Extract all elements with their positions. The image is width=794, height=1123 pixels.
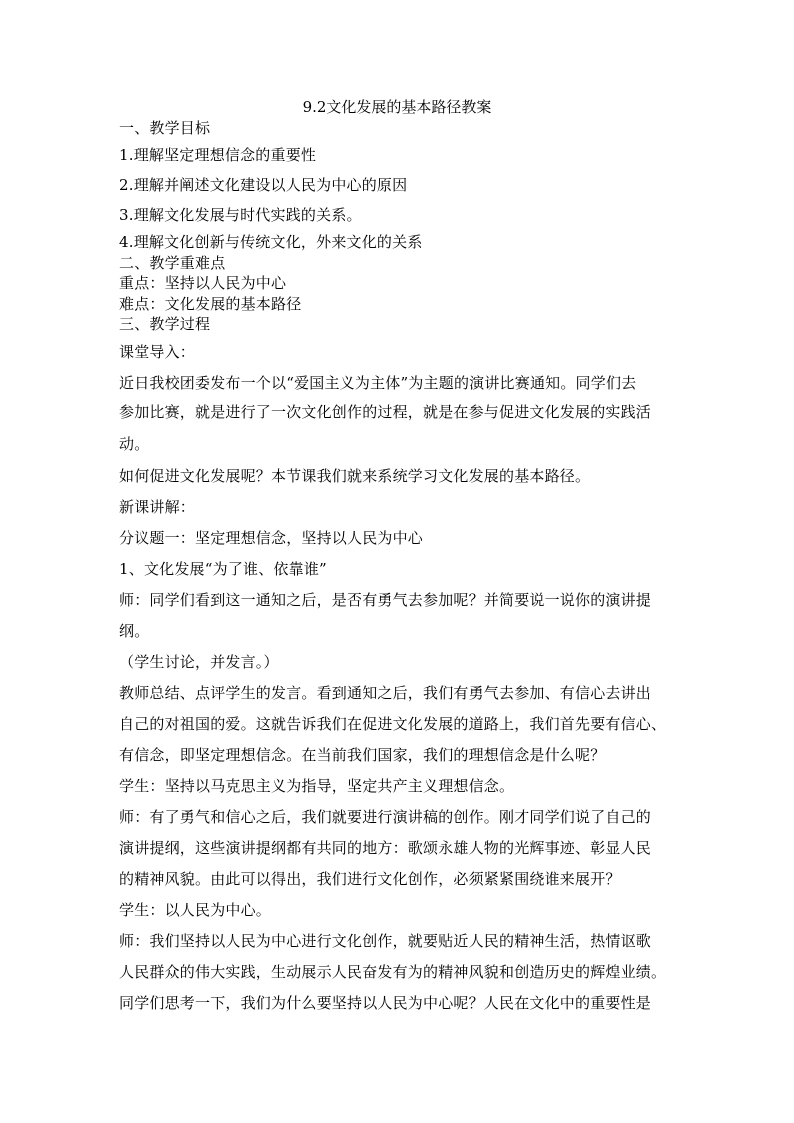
paragraph-line: 学生：坚持以马克思主义为指导，坚定共产主义理想信念。 [119,777,515,795]
paragraph-line: 同学们思考一下，我们为什么要坚持以人民为中心呢？人民在文化中的重要性是 [119,994,652,1012]
paragraph-line: 有信念，即坚定理想信念。在当前我们国家，我们的理想信念是什么呢？ [119,746,606,764]
paragraph-line: 的精神风貌。由此可以得出，我们进行文化创作，必须紧紧围绕谁来展开？ [119,870,621,888]
paragraph-line: 师：我们坚持以人民为中心进行文化创作，就要贴近人民的精神生活，热情讴歌 [119,932,652,950]
objective-item: 3.理解文化发展与时代实践的关系。 [119,206,362,224]
paragraph-line: 演讲提纲，这些演讲提纲都有共同的地方：歌颂永雄人物的光辉事迹、彰显人民 [119,839,652,857]
paragraph-line: 自己的对祖国的爱。这就告诉我们在促进文化发展的道路上，我们首先要有信心、 [119,715,667,733]
objective-item: 1.理解坚定理想信念的重要性 [119,146,317,164]
paragraph-line: 分议题一：坚定理想信念，坚持以人民为中心 [119,529,424,547]
paragraph-line: 教师总结、点评学生的发言。看到通知之后，我们有勇气去参加、有信心去讲出 [119,684,652,702]
paragraph-line: 参加比赛，就是进行了一次文化创作的过程，就是在参与促进文化发展的实践活 [119,403,652,421]
document-title: 9.2文化发展的基本路径教案 [302,98,492,116]
paragraph-line: 纲。 [119,622,150,640]
objective-item: 4.理解文化创新与传统文化，外来文化的关系 [119,233,423,251]
difficult-point: 难点：文化发展的基本路径 [119,295,302,313]
section-heading-objectives: 一、教学目标 [119,119,211,137]
paragraph-line: 新课讲解： [119,498,196,516]
paragraph-line: （学生讨论，并发言。） [119,653,279,671]
paragraph-line: 学生：以人民为中心。 [119,901,272,919]
paragraph-line: 动。 [119,435,150,453]
paragraph-line: 如何促进文化发展呢？本节课我们就来系统学习文化发展的基本路径。 [119,467,591,485]
paragraph-line: 师：有了勇气和信心之后，我们就要进行演讲稿的创作。刚才同学们说了自己的 [119,808,652,826]
section-heading-key-points: 二、教学重难点 [119,254,226,272]
paragraph-line: 人民群众的伟大实践，生动展示人民奋发有为的精神风貌和创造历史的辉煌业绩。 [119,963,667,981]
section-heading-process: 三、教学过程 [119,315,211,333]
paragraph-line: 1、文化发展“为了谁、依靠谁” [119,560,327,578]
paragraph-line: 近日我校团委发布一个以“爱国主义为主体”为主题的演讲比赛通知。同学们去 [119,374,637,392]
paragraph-line: 师：同学们看到这一通知之后，是否有勇气去参加呢？并简要说一说你的演讲提 [119,591,652,609]
key-point: 重点：坚持以人民为中心 [119,274,287,292]
paragraph-line: 课堂导入： [119,343,196,361]
objective-item: 2.理解并阐述文化建设以人民为中心的原因 [119,176,408,194]
